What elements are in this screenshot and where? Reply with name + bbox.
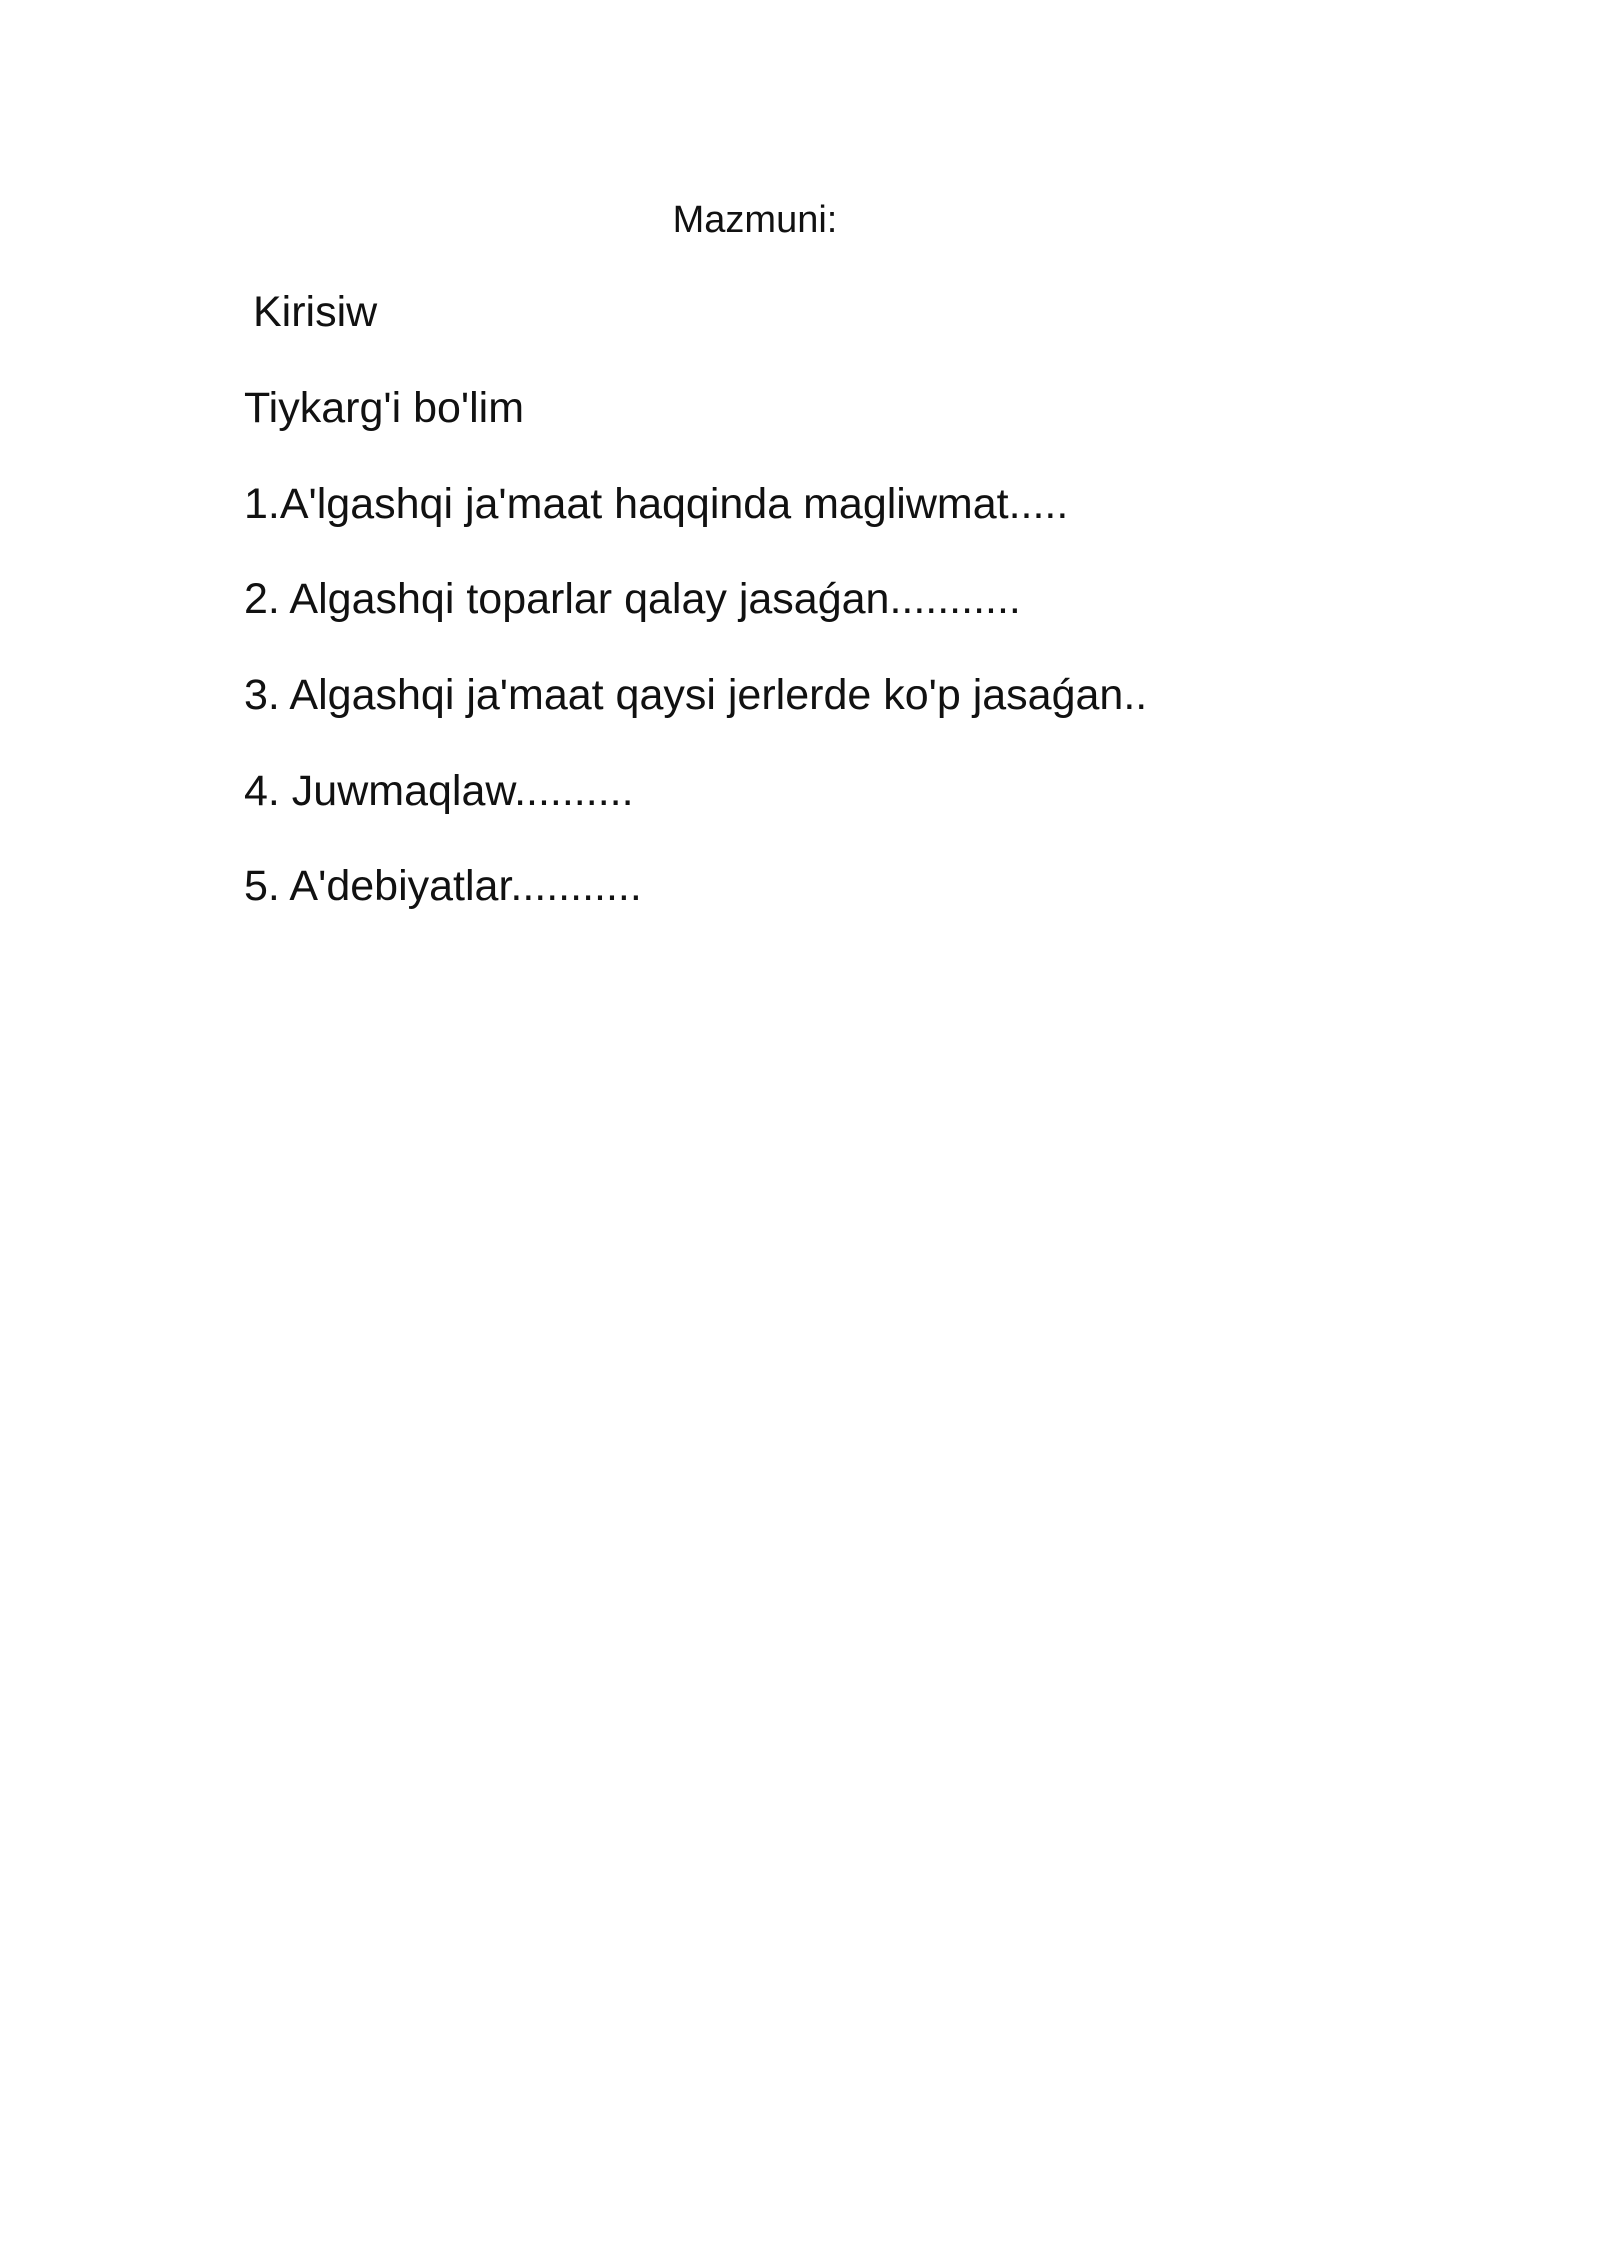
toc-entry-3: 3. Algashqi ja'maat qaysi jerlerde ko'p jasaǵan.. xyxy=(244,671,1148,719)
toc-entry-4: 4. Juwmaqlaw.......... xyxy=(244,767,634,815)
toc-entry-main-part: Tiykarg'i bo'lim xyxy=(244,384,525,432)
toc-entry-1: 1.A'lgashqi ja'maat haqqinda magliwmat..... xyxy=(244,480,1069,528)
toc-entry-2: 2. Algashqi toparlar qalay jasaǵan........... xyxy=(244,575,1021,623)
toc-entry-5: 5. A'debiyatlar........... xyxy=(244,862,642,910)
toc-entry-introduction: Kirisiw xyxy=(253,288,378,336)
contents-heading: Mazmuni: xyxy=(672,199,838,241)
